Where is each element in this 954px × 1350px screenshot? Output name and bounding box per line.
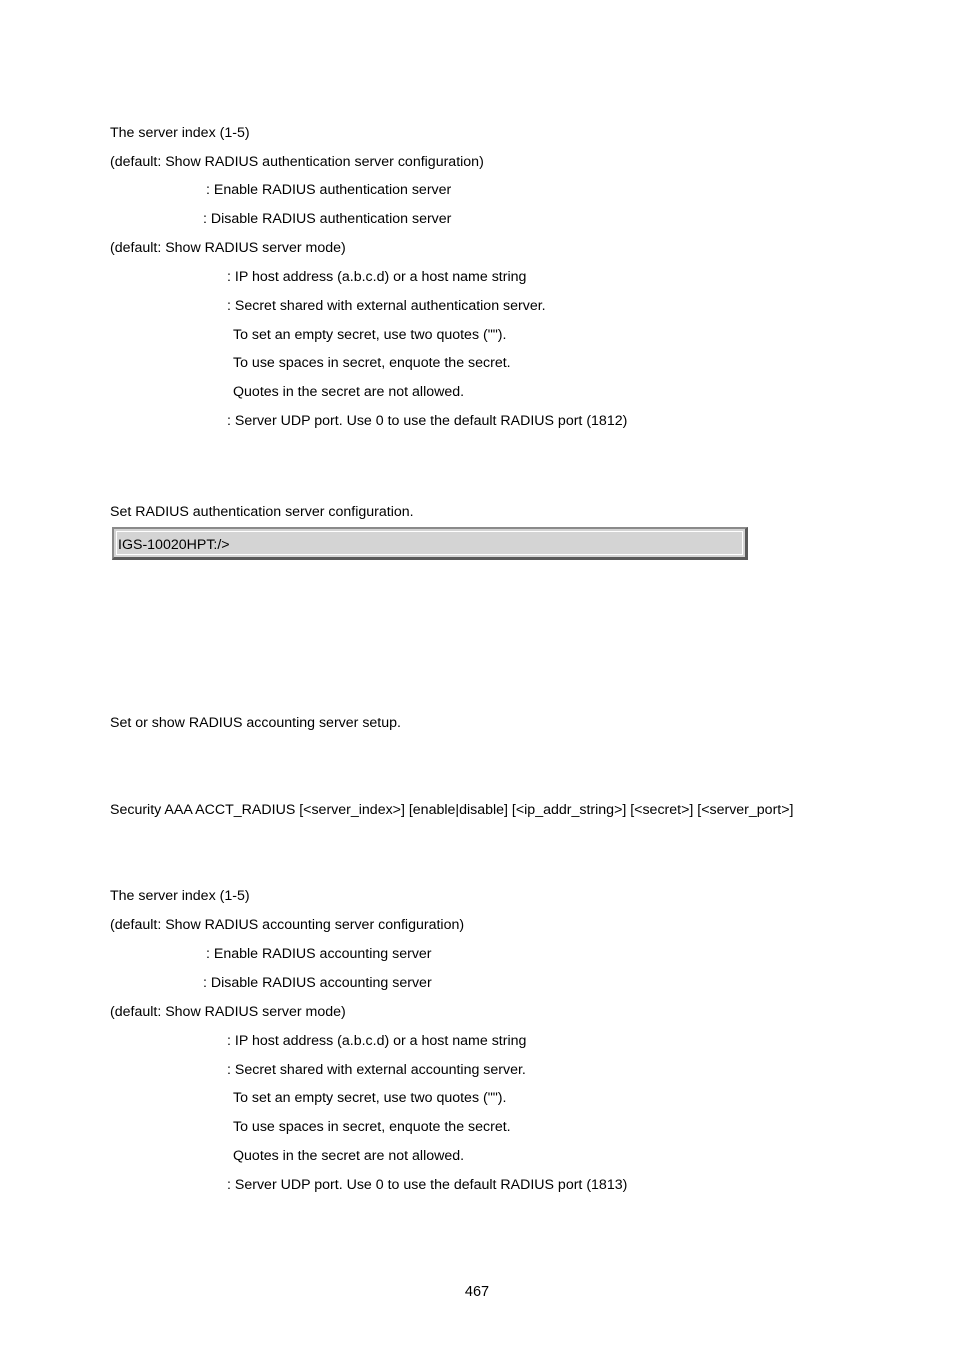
command-prompt: IGS-10020HPT:/> [118,537,230,553]
auth-example-description: Set RADIUS authentication server configuration. [110,504,414,520]
acct-secret-spaces: To use spaces in secret, enquote the secret. [233,1119,511,1135]
acct-port-desc: : Server UDP port. Use 0 to use the default RADIUS port (1813) [227,1177,628,1193]
auth-mode-default: (default: Show RADIUS server mode) [110,240,346,256]
acct-disable-desc: : Disable RADIUS accounting server [203,975,432,991]
acct-secret-empty: To set an empty secret, use two quotes (""). [233,1090,507,1106]
acct-server-index-desc: The server index (1-5) [110,888,250,904]
command-example-box [112,527,748,560]
auth-secret-desc: : Secret shared with external authentication server. [227,298,546,314]
auth-show-default: (default: Show RADIUS authentication server configuration) [110,154,484,170]
auth-secret-quotes: Quotes in the secret are not allowed. [233,384,465,400]
auth-secret-empty: To set an empty secret, use two quotes (""). [233,327,507,343]
acct-syntax: Security AAA ACCT_RADIUS [<server_index>] [enable|disable] [<ip_addr_string>] [<secret>] [<server_port>] [110,802,794,818]
acct-show-default: (default: Show RADIUS accounting server configuration) [110,917,465,933]
auth-ip-desc: : IP host address (a.b.c.d) or a host name string [227,269,527,285]
auth-port-desc: : Server UDP port. Use 0 to use the default RADIUS port (1812) [227,413,628,429]
page-number: 467 [464,1284,490,1300]
acct-enable-desc: : Enable RADIUS accounting server [206,946,432,962]
acct-secret-desc: : Secret shared with external accounting server. [227,1062,526,1078]
acct-ip-desc: : IP host address (a.b.c.d) or a host name string [227,1033,527,1049]
acct-secret-quotes: Quotes in the secret are not allowed. [233,1148,465,1164]
auth-server-index-desc: The server index (1-5) [110,125,250,141]
acct-description: Set or show RADIUS accounting server setup. [110,715,401,731]
auth-disable-desc: : Disable RADIUS authentication server [203,211,452,227]
acct-mode-default: (default: Show RADIUS server mode) [110,1004,346,1020]
auth-enable-desc: : Enable RADIUS authentication server [206,182,452,198]
auth-secret-spaces: To use spaces in secret, enquote the secret. [233,355,511,371]
